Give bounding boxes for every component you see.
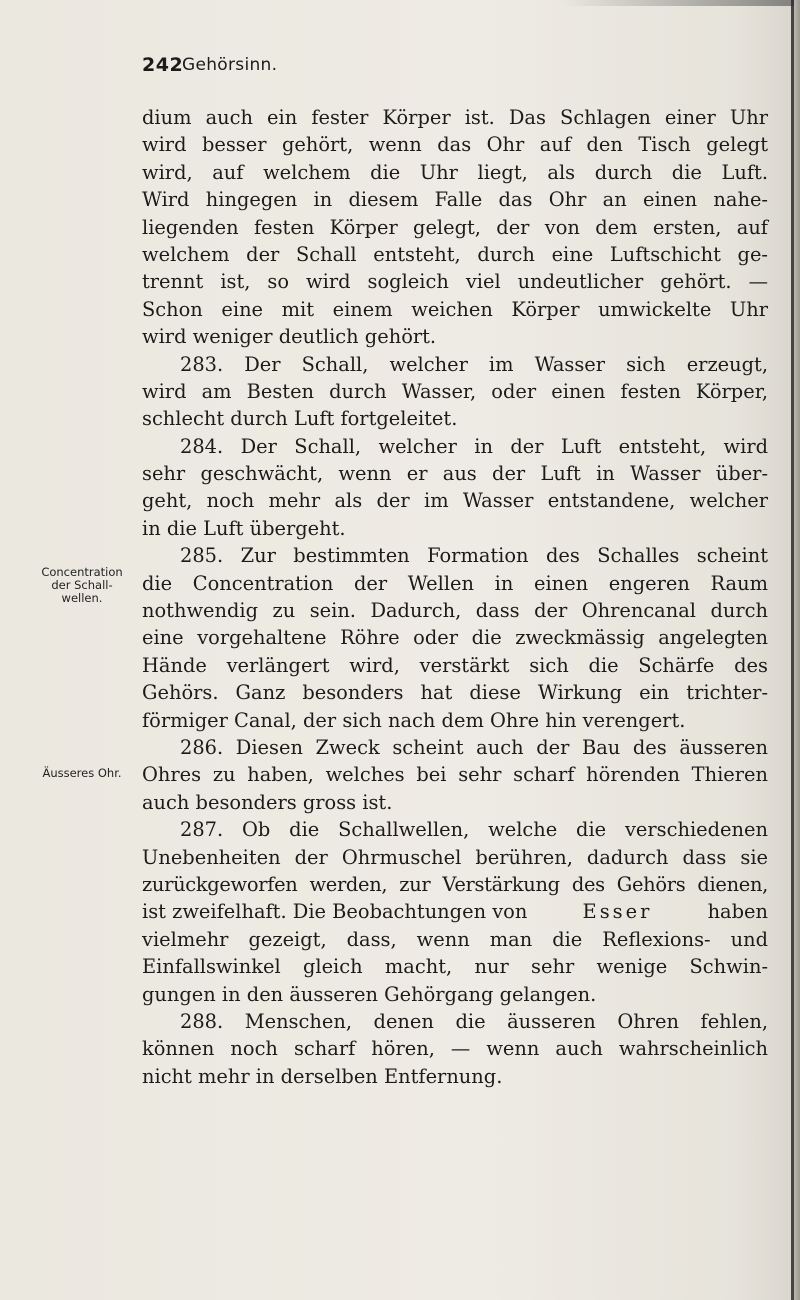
text-line: geht, noch mehr als der im Wasser entstandene, welcher xyxy=(142,489,768,513)
margin-note-ausseres-ohr: Äusseres Ohr. xyxy=(42,766,122,780)
text-line: zurückgeworfen werden, zur Verstärkung des Gehörs dienen, xyxy=(142,872,768,896)
text-line: wird weniger deutlich gehört. xyxy=(142,325,437,349)
text-line: gungen in den äusseren Gehörgang gelangen. xyxy=(142,982,597,1006)
text-line: wird am Besten durch Wasser, oder einen festen Körper, xyxy=(142,379,768,403)
text-line: in die Luft übergeht. xyxy=(142,516,346,540)
text-line: die Concentration der Wellen in einen engeren Raum xyxy=(142,571,768,595)
page-number: 242 xyxy=(142,54,184,76)
text-line: trennt ist, so wird sogleich viel undeutlicher gehört. — xyxy=(142,270,768,294)
body-text xyxy=(142,104,768,1090)
page-header xyxy=(142,54,642,84)
text-line: Einfallswinkel gleich macht, nur sehr wenige Schwin- xyxy=(142,955,768,979)
text-line: Wird hingegen in diesem Falle das Ohr an einen nahe- xyxy=(142,188,768,212)
scan-page-edge xyxy=(794,0,800,1300)
text-line: wird, auf welchem die Uhr liegt, als durch die Luft. xyxy=(142,160,768,184)
text-line: Unebenheiten der Ohrmuschel berühren, dadurch dass sie xyxy=(142,845,768,869)
text-line: Schon eine mit einem weichen Körper umwickelte Uhr xyxy=(142,297,768,321)
text-line: nicht mehr in derselben Entfernung. xyxy=(142,1064,503,1088)
text-line-with-spaced-name: ist zweifelhaft. Die Beobachtungen von Esser haben xyxy=(142,898,768,925)
text-line: dium auch ein fester Körper ist. Das Schlagen einer Uhr xyxy=(142,106,768,129)
text-line: liegenden festen Körper gelegt, der von dem ersten, auf xyxy=(142,215,768,239)
text-line: eine vorgehaltene Röhre oder die zweckmässig angelegten xyxy=(142,626,768,650)
text-line: Ohres zu haben, welches bei sehr scharf hörenden Thieren xyxy=(142,763,768,787)
paragraph-288-start: 288. Menschen, denen die äusseren Ohren fehlen, xyxy=(180,1009,768,1033)
spaced-name-esser: Esser xyxy=(582,900,653,924)
paragraph-286-start: 286. Diesen Zweck scheint auch der Bau des äusseren xyxy=(180,735,768,759)
scan-shadow-top xyxy=(560,0,800,6)
paragraph-283-start: 283. Der Schall, welcher im Wasser sich erzeugt, xyxy=(180,352,768,376)
paragraph-287-start: 287. Ob die Schallwellen, welche die verschiedenen xyxy=(180,818,768,842)
text-line: können noch scharf hören, — wenn auch wahrscheinlich xyxy=(142,1037,768,1061)
text-line: schlecht durch Luft fortgeleitet. xyxy=(142,407,458,431)
text-line: vielmehr gezeigt, dass, wenn man die Reflexions- und xyxy=(142,927,768,951)
text-line: nothwendig zu sein. Dadurch, dass der Ohrencanal durch xyxy=(142,599,768,623)
paragraph-284-start: 284. Der Schall, welcher in der Luft entsteht, wird xyxy=(180,434,768,458)
text-line: Hände verlängert wird, verstärkt sich die Schärfe des xyxy=(142,653,768,677)
scan-edge-line xyxy=(791,0,794,1300)
running-head: Gehörsinn. xyxy=(182,55,278,75)
text-line: welchem der Schall entsteht, durch eine Luftschicht ge- xyxy=(142,242,768,266)
paragraph-285-start: 285. Zur bestimmten Formation des Schalles scheint xyxy=(180,544,768,568)
text-line: sehr geschwächt, wenn er aus der Luft in Wasser über- xyxy=(142,462,768,486)
text-line: wird besser gehört, wenn das Ohr auf den Tisch gelegt xyxy=(142,133,768,157)
margin-note-concentration: Concentration der Schall- wellen. xyxy=(41,565,123,605)
text-line: förmiger Canal, der sich nach dem Ohre hin verengert. xyxy=(142,708,686,732)
text-line: auch besonders gross ist. xyxy=(142,790,393,814)
text-line: Gehörs. Ganz besonders hat diese Wirkung ein trichter- xyxy=(142,681,768,705)
